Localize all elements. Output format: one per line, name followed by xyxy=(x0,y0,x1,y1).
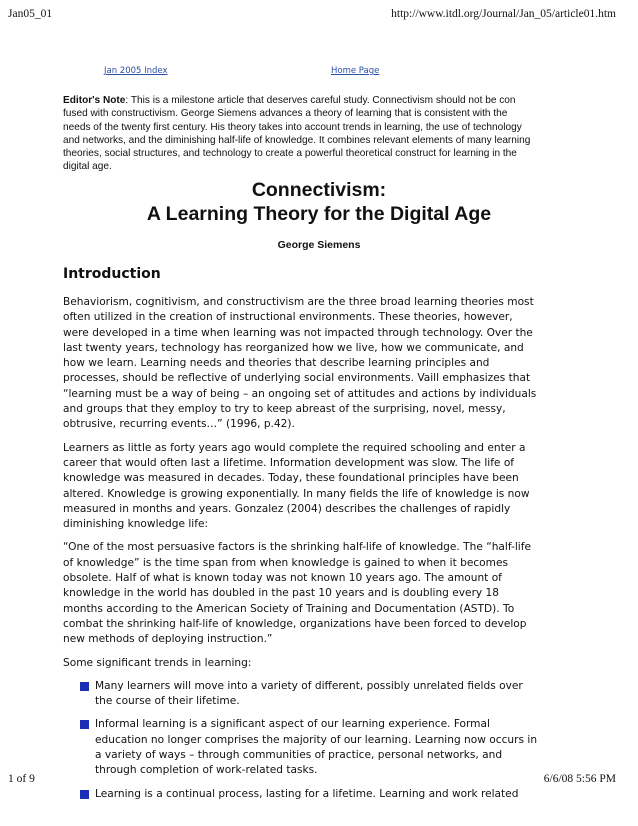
index-link[interactable]: Jan 2005 Index xyxy=(104,66,168,76)
quote-paragraph: “One of the most persuasive factors is the shrinking half-life of knowledge. The “half-life of knowledge” is the time span from when knowledge is gained to when it becomes obsolete. Half of what is known today was not known 10 years ago. The amount of knowledge in the world has doubled in the past 10 years and is doubling every 18 months according to the American Society of Training and Documentation (ASTD). To combat the shrinking half-life of knowledge, organizations have been forced to develop new methods of deploying instruction.” xyxy=(63,541,531,646)
print-footer xyxy=(0,773,638,789)
square-bullet-icon xyxy=(80,790,89,799)
body-paragraph: Behaviorism, cognitivism, and constructivism are the three broad learning theories most often utilized in the creation of instructional environments. These theories, however, were developed in a time when learning was not impacted through technology. Over the last twenty years, technology has reorganized how we live, how we communicate, and how we learn. Learning needs and theories that describe learning principles and processes, should be reflective of underlying social environments. Vaill emphasizes that “learning must be a way of being – an ongoing set of attitudes and actions by individuals and groups that they employ to try to keep abreast of the surprising, novel, messy, obtrusive, recurring events…” (1996, p.42). xyxy=(63,296,537,431)
square-bullet-icon xyxy=(80,720,89,729)
print-header-title: Jan05_01 xyxy=(8,8,53,20)
square-bullet-icon xyxy=(80,682,89,691)
print-header xyxy=(0,8,638,24)
list-item-text: Many learners will move into a variety of different, possibly unrelated fields over the course of their lifetime. xyxy=(95,679,523,708)
print-header-url: http://www.itdl.org/Journal/Jan_05/article01.htm xyxy=(391,8,616,20)
page-number: 1 of 9 xyxy=(8,773,35,785)
list-item xyxy=(63,679,541,710)
list-item-text: Learning is a continual process, lasting for a lifetime. Learning and work related xyxy=(95,787,519,800)
body-paragraph: Some significant trends in learning: xyxy=(63,656,252,669)
article-nav xyxy=(0,66,638,80)
editors-note xyxy=(63,94,533,174)
article-body xyxy=(63,295,541,810)
article-author: George Siemens xyxy=(277,239,361,251)
editors-note-text: : This is a milestone article that deserves careful study. Connectivism should not be con fused with constructivism. George Siemens advances a theory of learning that is consistent with the needs of the twenty first century. His theory takes into account trends in learning, the use of technology and networks, and the diminishing half-life of knowledge. It combines relevant elements of many learning theories, social structures, and technology to create a powerful theoretical construct for learning in the digital age. xyxy=(63,95,531,173)
list-item-text: Informal learning is a significant aspect of our learning experience. Formal education no longer comprises the majority of our learning. Learning now occurs in a variety of ways – through communities of practice, personal networks, and through completion of work-related tasks. xyxy=(95,718,538,777)
print-timestamp: 6/6/08 5:56 PM xyxy=(543,773,616,785)
article-title-line2: A Learning Theory for the Digital Age xyxy=(146,203,492,225)
article-title-line1: Connectivism: xyxy=(251,179,387,201)
article-title xyxy=(0,178,638,226)
editors-note-label: Editor's Note xyxy=(63,95,126,106)
body-paragraph: Learners as little as forty years ago would complete the required schooling and enter a career that would often last a lifetime. Information development was slow. The life of knowledge was measured in decades. Today, these foundational principles have been altered. Knowledge is growing exponentially. In many fields the life of knowledge is now measured in months and years. Gonzalez (2004) describes the challenges of rapidly diminishing knowledge life: xyxy=(63,441,530,531)
home-page-link[interactable]: Home Page xyxy=(331,66,380,76)
section-heading: Introduction xyxy=(63,266,161,282)
list-item xyxy=(63,717,541,778)
